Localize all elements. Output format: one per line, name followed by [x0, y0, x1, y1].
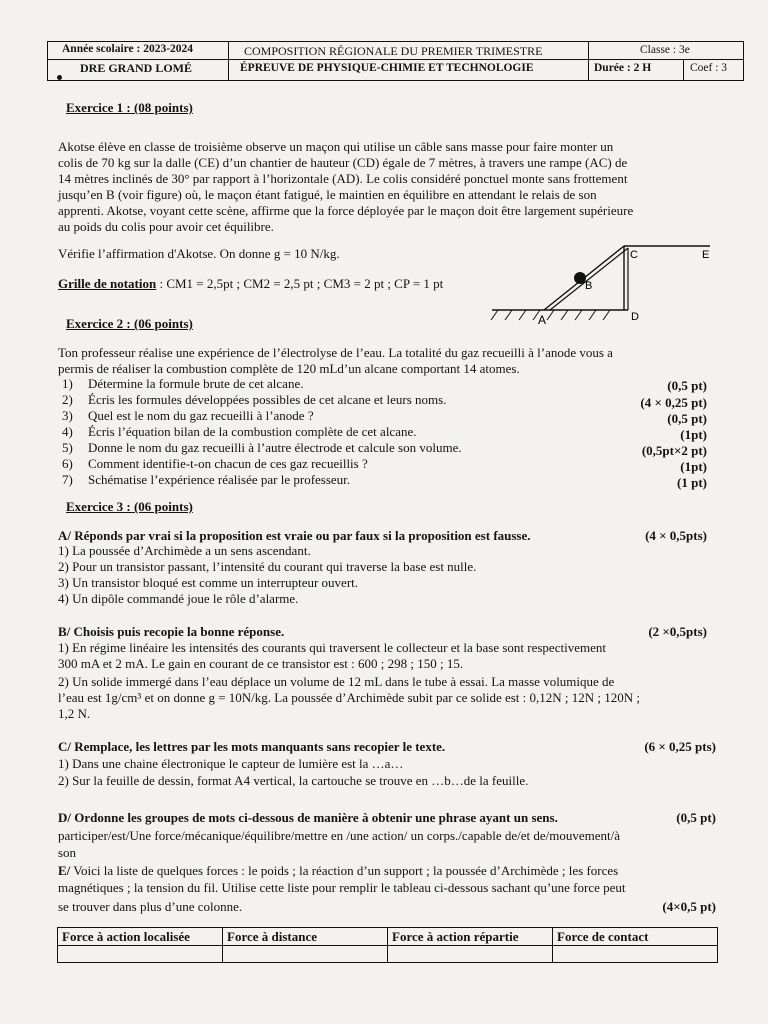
ex1-paragraph-line: Akotse élève en classe de troisième observe un maçon qui utilise un câble sans masse pour faire monter un — [58, 139, 614, 154]
header-divider — [683, 60, 684, 80]
ex1-title: Exercice 1 : (08 points) — [66, 100, 193, 115]
ex3-b-line: l’eau est 1g/cm³ et on donne g = 10N/kg. La poussée d’Archimède subit par ce solide est : 0,12N ; 12N ; 120N ; — [58, 690, 641, 705]
point-e-label: E — [702, 249, 710, 261]
ex2-question-number: 2) — [62, 392, 73, 407]
school-year: Année scolaire : 2023-2024 — [62, 43, 194, 55]
ex3-a-points: (4 × 0,5pts) — [645, 528, 707, 543]
ramp-figure — [488, 236, 728, 328]
point-b-label: B — [585, 280, 593, 292]
ex2-question-points: (0,5pt×2 pt) — [641, 443, 707, 458]
col-header-contact: Force de contact — [553, 928, 718, 946]
ex3-c-item: 2) Sur la feuille de dessin, format A4 vertical, la cartouche se trouve en …b…de la feuille. — [58, 773, 529, 788]
ex1-paragraph-line: 14 mètres inclinés de 30° par rapport à l’horizontale (AD). Le colis considéré ponctuel monte sans frottement — [58, 171, 628, 186]
ex3-e-label: E/ — [58, 863, 71, 878]
ex3-c-heading: C/ Remplace, les lettres par les mots manquants sans recopier le texte. — [58, 739, 446, 754]
point-a-label: A — [538, 313, 547, 327]
ex2-question-text: Détermine la formule brute de cet alcane. — [88, 376, 304, 391]
ex3-a-item: 3) Un transistor bloqué est comme un interrupteur ouvert. — [58, 575, 359, 590]
ex3-d-heading: D/ Ordonne les groupes de mots ci-dessous de manière à obtenir une phrase ayant un sens. — [58, 810, 558, 825]
ex1-paragraph-line: apprenti. Akotse, voyant cette scène, affirme que la force déployée par le maçon doit être largement supérieure — [58, 203, 634, 218]
ex3-b-line: 2) Un solide immergé dans l’eau déplace un volume de 12 mL dans le tube à essai. La masse volumique de — [58, 674, 615, 689]
answer-cell[interactable] — [553, 946, 718, 963]
ex2-question-text: Écris les formules développées possibles de cet alcane et leurs noms. — [88, 392, 447, 407]
col-header-distance: Force à distance — [223, 928, 388, 946]
bullet-mark — [57, 75, 62, 80]
exam-title: COMPOSITION RÉGIONALE DU PREMIER TRIMESTRE — [244, 44, 543, 58]
ex3-b-heading: B/ Choisis puis recopie la bonne réponse. — [58, 624, 285, 639]
ex3-e-line: se trouver dans plus d’une colonne. — [58, 899, 243, 914]
answer-cell[interactable] — [58, 946, 223, 963]
class-label: Classe : 3e — [640, 44, 690, 56]
ex3-d-points: (0,5 pt) — [676, 810, 716, 825]
region: DRE GRAND LOMÉ — [80, 61, 193, 75]
ex2-question-text: Écris l’équation bilan de la combustion complète de cet alcane. — [88, 424, 417, 439]
ex2-title: Exercice 2 : (06 points) — [66, 316, 193, 331]
ex2-question-points: (1 pt) — [677, 475, 707, 490]
exam-subject: ÉPREUVE DE PHYSIQUE-CHIMIE ET TECHNOLOGIE — [240, 62, 534, 74]
ex2-question-points: (0,5 pt) — [667, 411, 707, 426]
col-header-localized: Force à action localisée — [58, 928, 223, 946]
ex2-question-number: 6) — [62, 456, 73, 471]
ex2-question-number: 1) — [62, 376, 73, 391]
forces-table-header-row — [58, 928, 718, 946]
ex2-question-number: 7) — [62, 472, 73, 487]
point-c-label: C — [630, 249, 638, 261]
ex3-b-points: (2 ×0,5pts) — [648, 624, 707, 639]
ex2-question-points: (4 × 0,25 pt) — [640, 395, 707, 410]
header-divider — [588, 42, 589, 80]
ex3-a-heading: A/ Réponds par vrai si la proposition est vraie ou par faux si la proposition est fausse. — [58, 528, 531, 543]
forces-table — [57, 927, 718, 963]
ex2-question-number: 4) — [62, 424, 73, 439]
forces-table-answer-row — [58, 946, 718, 963]
ex3-c-points: (6 × 0,25 pts) — [644, 739, 716, 754]
ex2-question-points: (1pt) — [680, 459, 707, 474]
ex2-question-number: 5) — [62, 440, 73, 455]
ex1-question: Vérifie l’affirmation d'Akotse. On donne g = 10 N/kg. — [58, 246, 340, 261]
ex2-question-text: Donne le nom du gaz recueilli à l’autre électrode et calcule son volume. — [88, 440, 462, 455]
ex3-d-line: son — [58, 845, 77, 860]
header-divider — [48, 59, 743, 60]
point-d-label: D — [631, 311, 639, 323]
ex2-question-text: Schématise l’expérience réalisée par le professeur. — [88, 472, 351, 487]
duration: Durée : 2 H — [594, 62, 652, 74]
ex2-intro-line: Ton professeur réalise une expérience de l’électrolyse de l’eau. La totalité du gaz recueilli à l’anode vous a — [58, 345, 613, 360]
ex3-a-item: 1) La poussée d’Archimède a un sens ascendant. — [58, 543, 311, 558]
answer-cell[interactable] — [388, 946, 553, 963]
ex1-paragraph-line: au poids du colis pour avoir cet équilibre. — [58, 219, 274, 234]
ex3-c-item: 1) Dans une chaine électronique le capteur de lumière est la …a… — [58, 756, 404, 771]
ex1-paragraph-line: colis de 70 kg sur la dalle (CE) d’un chantier de hauteur (CD) égale de 7 mètres, à travers une rampe (AC) de — [58, 155, 628, 170]
answer-cell[interactable] — [223, 946, 388, 963]
ex2-intro-line: permis de réaliser la combustion complète de 120 mLd’un alcane comportant 14 atomes. — [58, 361, 520, 376]
header-table — [47, 41, 744, 81]
ex1-paragraph-line: jusqu’en B (voir figure) où, le maçon étant fatigué, le maintien en équilibre en attendant le relais de son — [58, 187, 597, 202]
ex2-question-number: 3) — [62, 408, 73, 423]
ex3-e-line: E/ Voici la liste de quelques forces : le poids ; la réaction d’un support ; la poussée d’Archimède ; les forces — [58, 863, 619, 878]
ex3-e-line: magnétiques ; la tension du fil. Utilise cette liste pour remplir le tableau ci-dessous sachant qu’une force peut — [58, 880, 626, 895]
ex3-b-line: 300 mA et 2 mA. Le gain en courant de ce transistor est : 600 ; 298 ; 150 ; 15. — [58, 656, 464, 671]
ex3-b-line: 1,2 N. — [58, 706, 91, 721]
ex2-question-text: Comment identifie-t-on chacun de ces gaz recueillis ? — [88, 456, 368, 471]
ex3-a-item: 2) Pour un transistor passant, l’intensité du courant qui traverse la base est nulle. — [58, 559, 477, 574]
ex3-d-line: participer/est/Une force/mécanique/équilibre/mettre en /une action/ un corps./capable de/et de/mouvement/à — [58, 828, 621, 843]
grading-label: Grille de notation — [58, 276, 157, 291]
ex3-b-line: 1) En régime linéaire les intensités des courants qui traversent le collecteur et la base sont respectivement — [58, 640, 606, 655]
grading-grid — [58, 276, 498, 292]
header-divider — [228, 42, 229, 80]
ex2-question-points: (1pt) — [680, 427, 707, 442]
col-header-distributed: Force à action répartie — [388, 928, 553, 946]
coefficient: Coef : 3 — [690, 62, 728, 74]
ex3-title: Exercice 3 : (06 points) — [66, 499, 193, 514]
grading-values: : CM1 = 2,5pt ; CM2 = 2,5 pt ; CM3 = 2 pt ; CP = 1 pt — [156, 276, 444, 291]
ex3-e-points: (4×0,5 pt) — [662, 899, 716, 914]
ex2-question-points: (0,5 pt) — [667, 378, 707, 393]
ex2-question-text: Quel est le nom du gaz recueilli à l’anode ? — [88, 408, 314, 423]
ex3-a-item: 4) Un dipôle commandé joue le rôle d’alarme. — [58, 591, 299, 606]
